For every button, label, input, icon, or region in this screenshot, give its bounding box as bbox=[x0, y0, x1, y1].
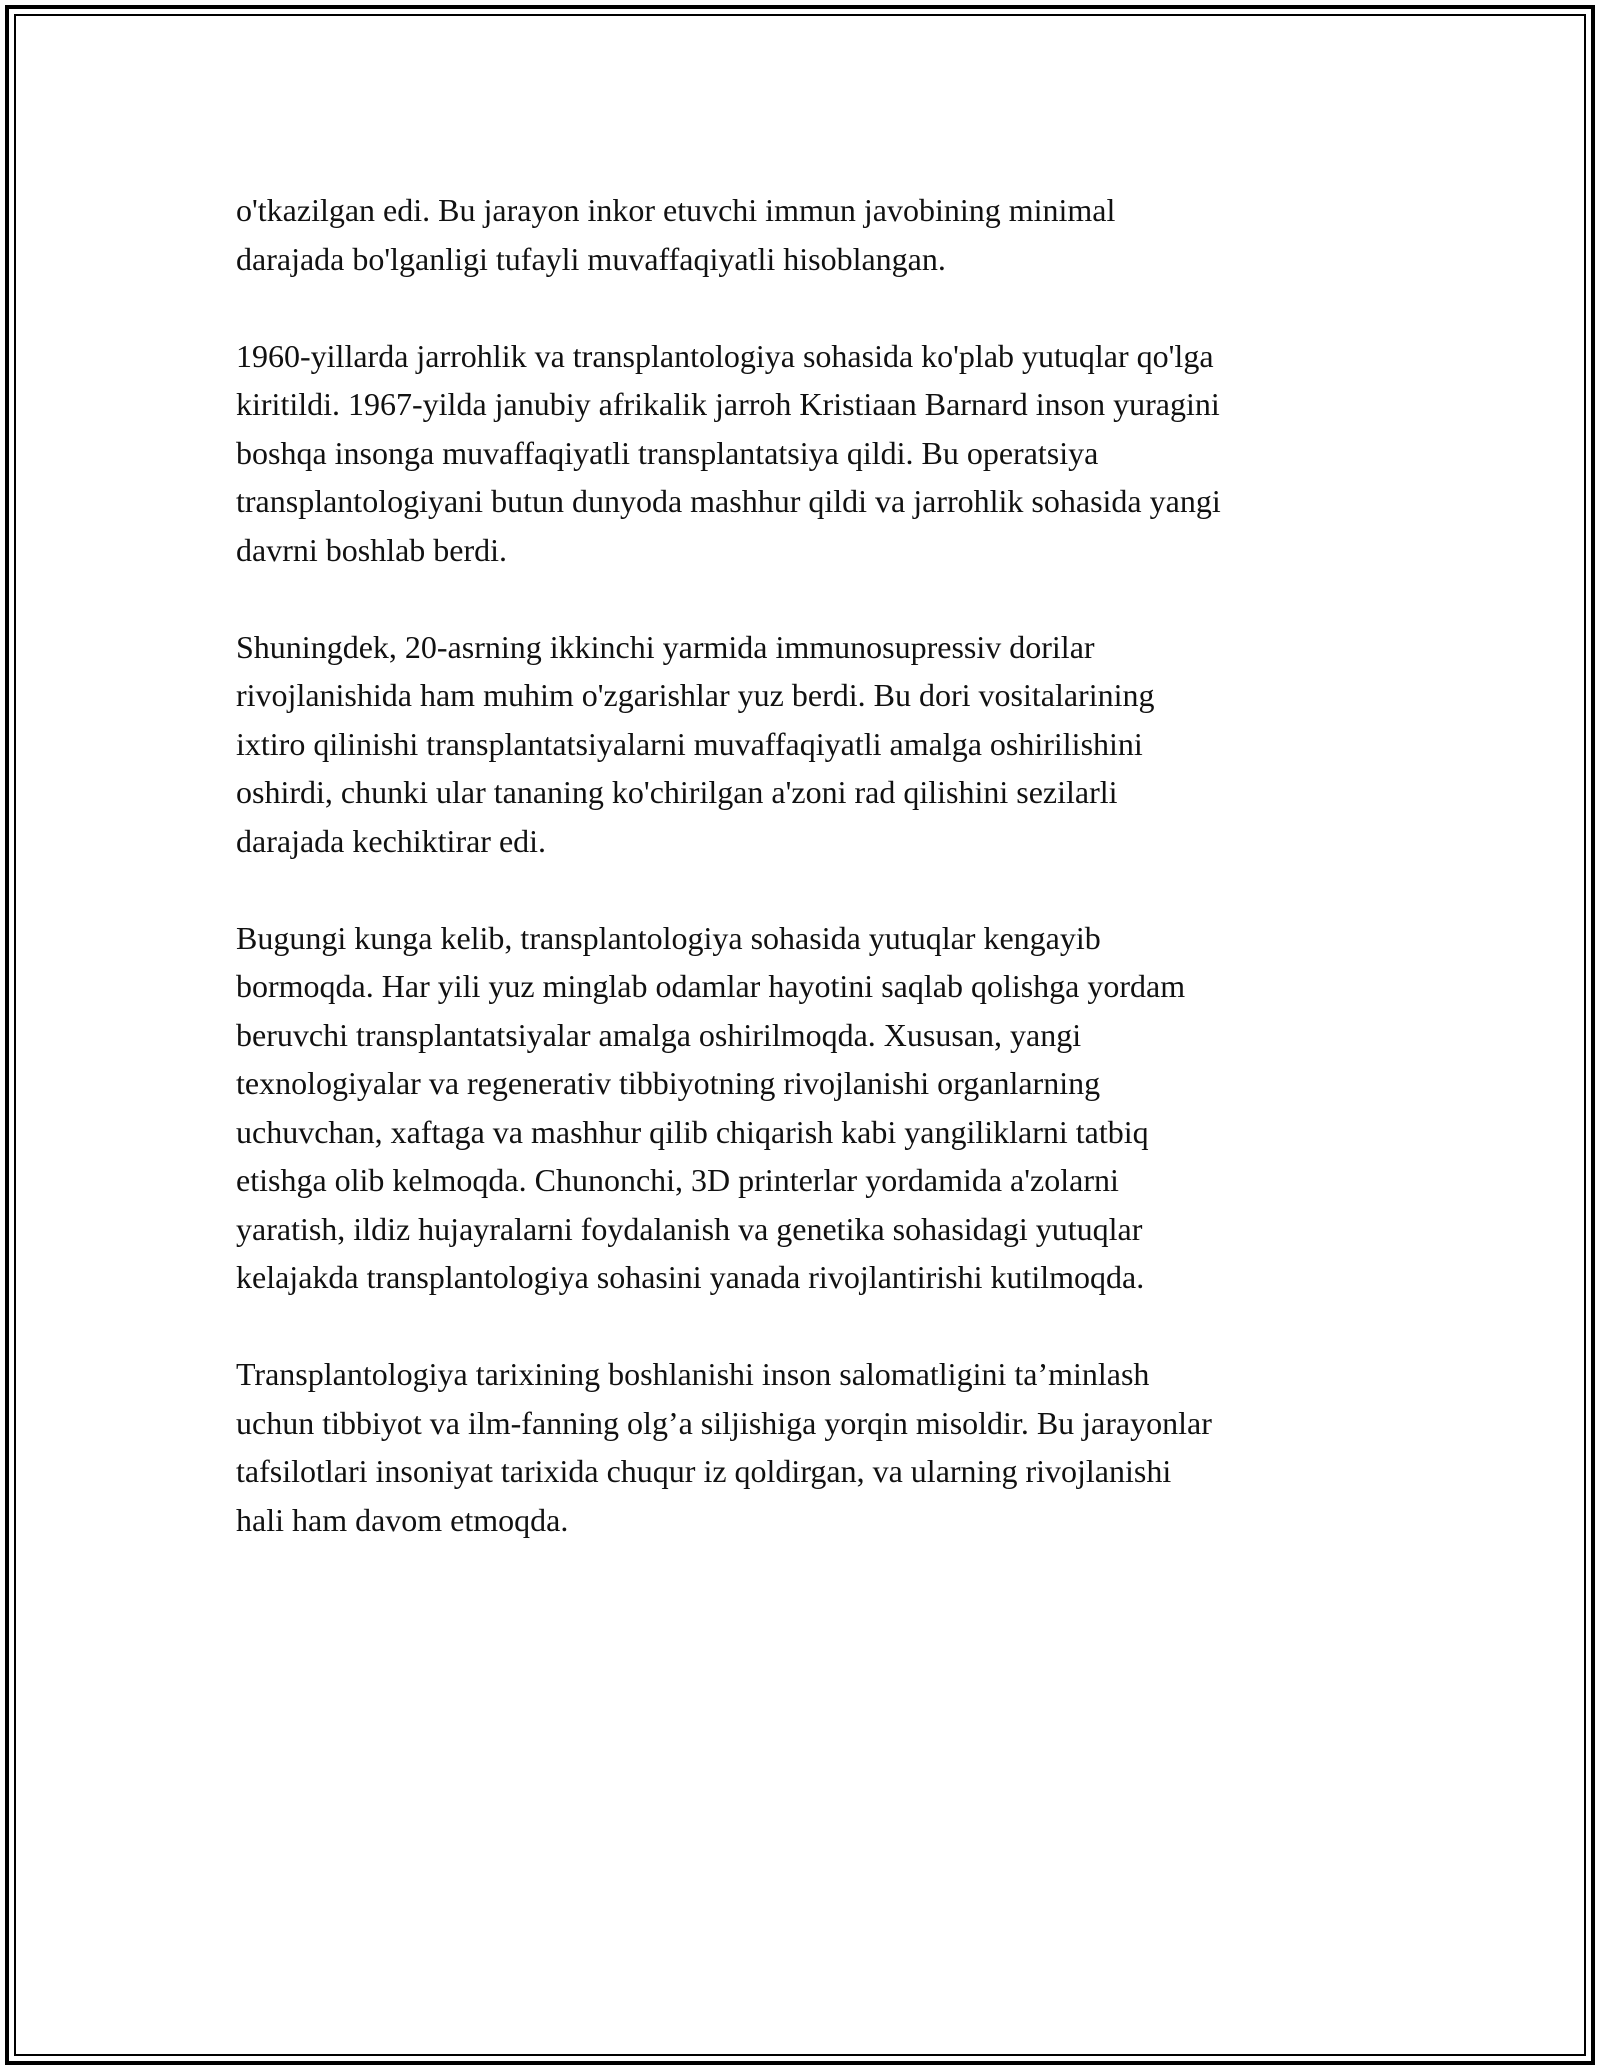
paragraph-1 bbox=[236, 186, 1376, 283]
text-line: bormoqda. Har yili yuz minglab odamlar hayotini saqlab qolishga yordam bbox=[236, 968, 1186, 1004]
paragraph-4 bbox=[236, 914, 1376, 1302]
text-line: oshirdi, chunki ular tananing ko'chirilgan a'zoni rad qilishini sezilarli bbox=[236, 774, 1118, 810]
text-line: 1960-yillarda jarrohlik va transplantologiya sohasida ko'plab yutuqlar qo'lga bbox=[236, 337, 1214, 374]
text-line: hali ham davom etmoqda. bbox=[236, 1501, 569, 1538]
paragraph-2 bbox=[236, 332, 1376, 575]
text-line: kelajakda transplantologiya sohasini yanada rivojlantirishi kutilmoqda. bbox=[236, 1259, 1145, 1295]
text-line: davrni boshlab berdi. bbox=[236, 531, 508, 568]
text-line: boshqa insonga muvaffaqiyatli transplantatsiya qildi. Bu operatsiya bbox=[236, 434, 1099, 471]
text-line: o'tkazilgan edi. Bu jarayon inkor etuvchi immun javobining minimal bbox=[236, 192, 1116, 228]
text-line: kiritildi. 1967-yilda janubiy afrikalik jarroh Kristiaan Barnard inson yuragini bbox=[236, 386, 1220, 422]
text-line: etishga olib kelmoqda. Chunonchi, 3D printerlar yordamida a'zolarni bbox=[236, 1162, 1119, 1198]
text-line: uchuvchan, xaftaga va mashhur qilib chiqarish kabi yangiliklarni tatbiq bbox=[236, 1113, 1149, 1150]
text-line: texnologiyalar va regenerativ tibbiyotning rivojlanishi organlarning bbox=[236, 1065, 1101, 1101]
text-line: transplantologiyani butun dunyoda mashhur qildi va jarrohlik sohasida yangi bbox=[236, 483, 1221, 519]
text-line: tafsilotlari insoniyat tarixida chuqur iz qoldirgan, va ularning rivojlanishi bbox=[236, 1453, 1172, 1489]
text-line: darajada bo'lganligi tufayli muvaffaqiyatli hisoblangan. bbox=[236, 240, 946, 277]
text-line: darajada kechiktirar edi. bbox=[236, 822, 547, 859]
text-line: beruvchi transplantatsiyalar amalga oshirilmoqda. Xususan, yangi bbox=[236, 1016, 1082, 1053]
text-line: yaratish, ildiz hujayralarni foydalanish va genetika sohasidagi yutuqlar bbox=[236, 1210, 1143, 1247]
text-line: Shuningdek, 20-asrning ikkinchi yarmida immunosupressiv dorilar bbox=[236, 628, 1095, 665]
paragraph-5 bbox=[236, 1350, 1376, 1544]
text-line: ixtiro qilinishi transplantatsiyalarni muvaffaqiyatli amalga oshirilishini bbox=[236, 725, 1143, 762]
text-line: Bugungi kunga kelib, transplantologiya sohasida yutuqlar kengayib bbox=[236, 919, 1101, 956]
text-line: rivojlanishida ham muhim o'zgarishlar yuz berdi. Bu dori vositalarining bbox=[236, 677, 1155, 713]
text-line: Transplantologiya tarixining boshlanishi inson salomatligini ta’minlash bbox=[236, 1356, 1150, 1392]
paragraph-3 bbox=[236, 623, 1376, 866]
document-body bbox=[236, 186, 1376, 1593]
text-line: uchun tibbiyot va ilm-fanning olg’a siljishiga yorqin misoldir. Bu jarayonlar bbox=[236, 1404, 1212, 1441]
